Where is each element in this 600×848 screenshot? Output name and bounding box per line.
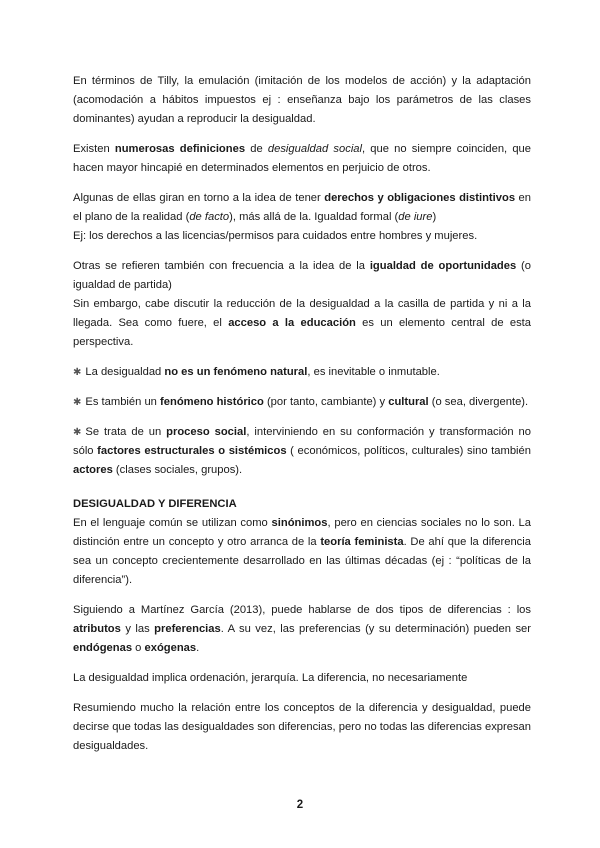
text-run: (por tanto, cambiante) y <box>263 396 389 408</box>
text-run: en el plano de la realidad ( <box>73 192 531 223</box>
italic-run: de iure <box>398 211 433 223</box>
bold-run: exógenas <box>144 642 197 654</box>
text-run: . <box>196 642 200 654</box>
bold-run: proceso social <box>166 426 247 438</box>
text-run: o <box>132 642 145 654</box>
text-run: y las <box>120 623 155 635</box>
text-run: . De ahí que la diferencia sea un concepto crecientemente desarrollado en las últimas décadas (ej : “políticas de la diferencia”). <box>73 536 531 586</box>
text-run: , es inevitable o inmutable. <box>307 366 440 378</box>
bold-run: fenómeno histórico <box>160 396 264 408</box>
bold-run: actores <box>73 464 113 476</box>
bold-run: factores estructurales o sistémicos <box>97 445 287 457</box>
text-run: Se trata de un <box>85 426 167 438</box>
paragraph-hierarchy: La desigualdad implica ordenación, jerarquía. La diferencia, no necesariamente <box>73 672 468 684</box>
text-run: ( económicos, políticos, culturales) sino también <box>286 445 531 457</box>
bold-run: teoría feminista <box>320 536 404 548</box>
text-run: Ej: los derechos a las licencias/permisos para cuidados entre hombres y mujeres. <box>73 230 478 242</box>
text-run: (o igualdad de partida) <box>73 260 531 291</box>
bold-run: atributos <box>73 623 121 635</box>
text-run: . A su vez, las preferencias (y su determinación) pueden ser <box>220 623 531 635</box>
bullet-historical <box>73 393 531 412</box>
section-heading: DESIGUALDAD Y DIFERENCIA <box>73 498 237 510</box>
asterisk-icon: ✱ <box>73 367 82 378</box>
bullet-natural <box>73 363 531 382</box>
text-run: Algunas de ellas giran en torno a la idea de tener <box>73 192 325 204</box>
bold-run: endógenas <box>73 642 133 654</box>
italic-run: desigualdad social <box>267 143 363 155</box>
bold-run: preferencias <box>154 623 221 635</box>
paragraph-synonyms <box>73 514 531 590</box>
text-run: Existen <box>73 143 115 155</box>
paragraph-opportunities <box>73 257 531 352</box>
bullet-social-process <box>73 423 531 480</box>
paragraph-summary: Resumiendo mucho la relación entre los conceptos de la diferencia y desigualdad, puede decirse que todas las desigualdades son diferencias, pero no todas las diferencias expresan desigualdades. <box>73 702 531 752</box>
text-run: En el lenguaje común se utilizan como <box>73 517 272 529</box>
text-run: es un elemento central de esta perspectiva. <box>73 317 531 348</box>
bold-run: derechos y obligaciones distintivos <box>324 192 516 204</box>
bold-run: acceso a la educación <box>228 317 356 329</box>
bold-run: sinónimos <box>271 517 328 529</box>
text-run: Siguiendo a Martínez García (2013), puede hablarse de dos tipos de diferencias : los <box>73 604 531 616</box>
paragraph-definitions <box>73 140 531 178</box>
text-run: , interviniendo en su conformación y transformación no sólo <box>73 426 531 457</box>
page-number: 2 <box>296 799 304 811</box>
text-run: Otras se refieren también con frecuencia a la idea de la <box>73 260 370 272</box>
asterisk-icon: ✱ <box>73 397 82 408</box>
text-run: Es también un <box>85 396 161 408</box>
asterisk-icon: ✱ <box>73 427 82 438</box>
bold-run: no es un fenómeno natural <box>164 366 308 378</box>
paragraph-martinez <box>73 601 531 658</box>
text-run: , pero en ciencias sociales no lo son. La distinción entre un concepto y otro arranca de la <box>73 517 532 548</box>
bold-run: cultural <box>388 396 429 408</box>
text-run: de <box>245 143 268 155</box>
paragraph-tilly: En términos de Tilly, la emulación (imitación de los modelos de acción) y la adaptación (acomodación a hábitos impuestos ej : enseñanza bajo los parámetros de las clases dominantes) ayudan a reproducir la desigualdad. <box>73 75 531 125</box>
text-run: , que no siempre coinciden, que hacen mayor hincapié en determinados elementos en perjuicio de otros. <box>73 143 532 174</box>
text-run: ), más allá de la. Igualdad formal ( <box>229 211 399 223</box>
text-run: Sin embargo, cabe discutir la reducción de la desigualdad a la casilla de partida y ni a la llegada. Sea como fuere, el <box>73 298 531 329</box>
text-run: ) <box>432 211 437 223</box>
text-run: La desigualdad <box>85 366 165 378</box>
bold-run: numerosas definiciones <box>114 143 246 155</box>
text-run: (clases sociales, grupos). <box>112 464 243 476</box>
text-run: (o sea, divergente). <box>428 396 529 408</box>
italic-run: de facto <box>189 211 230 223</box>
paragraph-rights <box>73 189 531 246</box>
bold-run: igualdad de oportunidades <box>369 260 517 272</box>
